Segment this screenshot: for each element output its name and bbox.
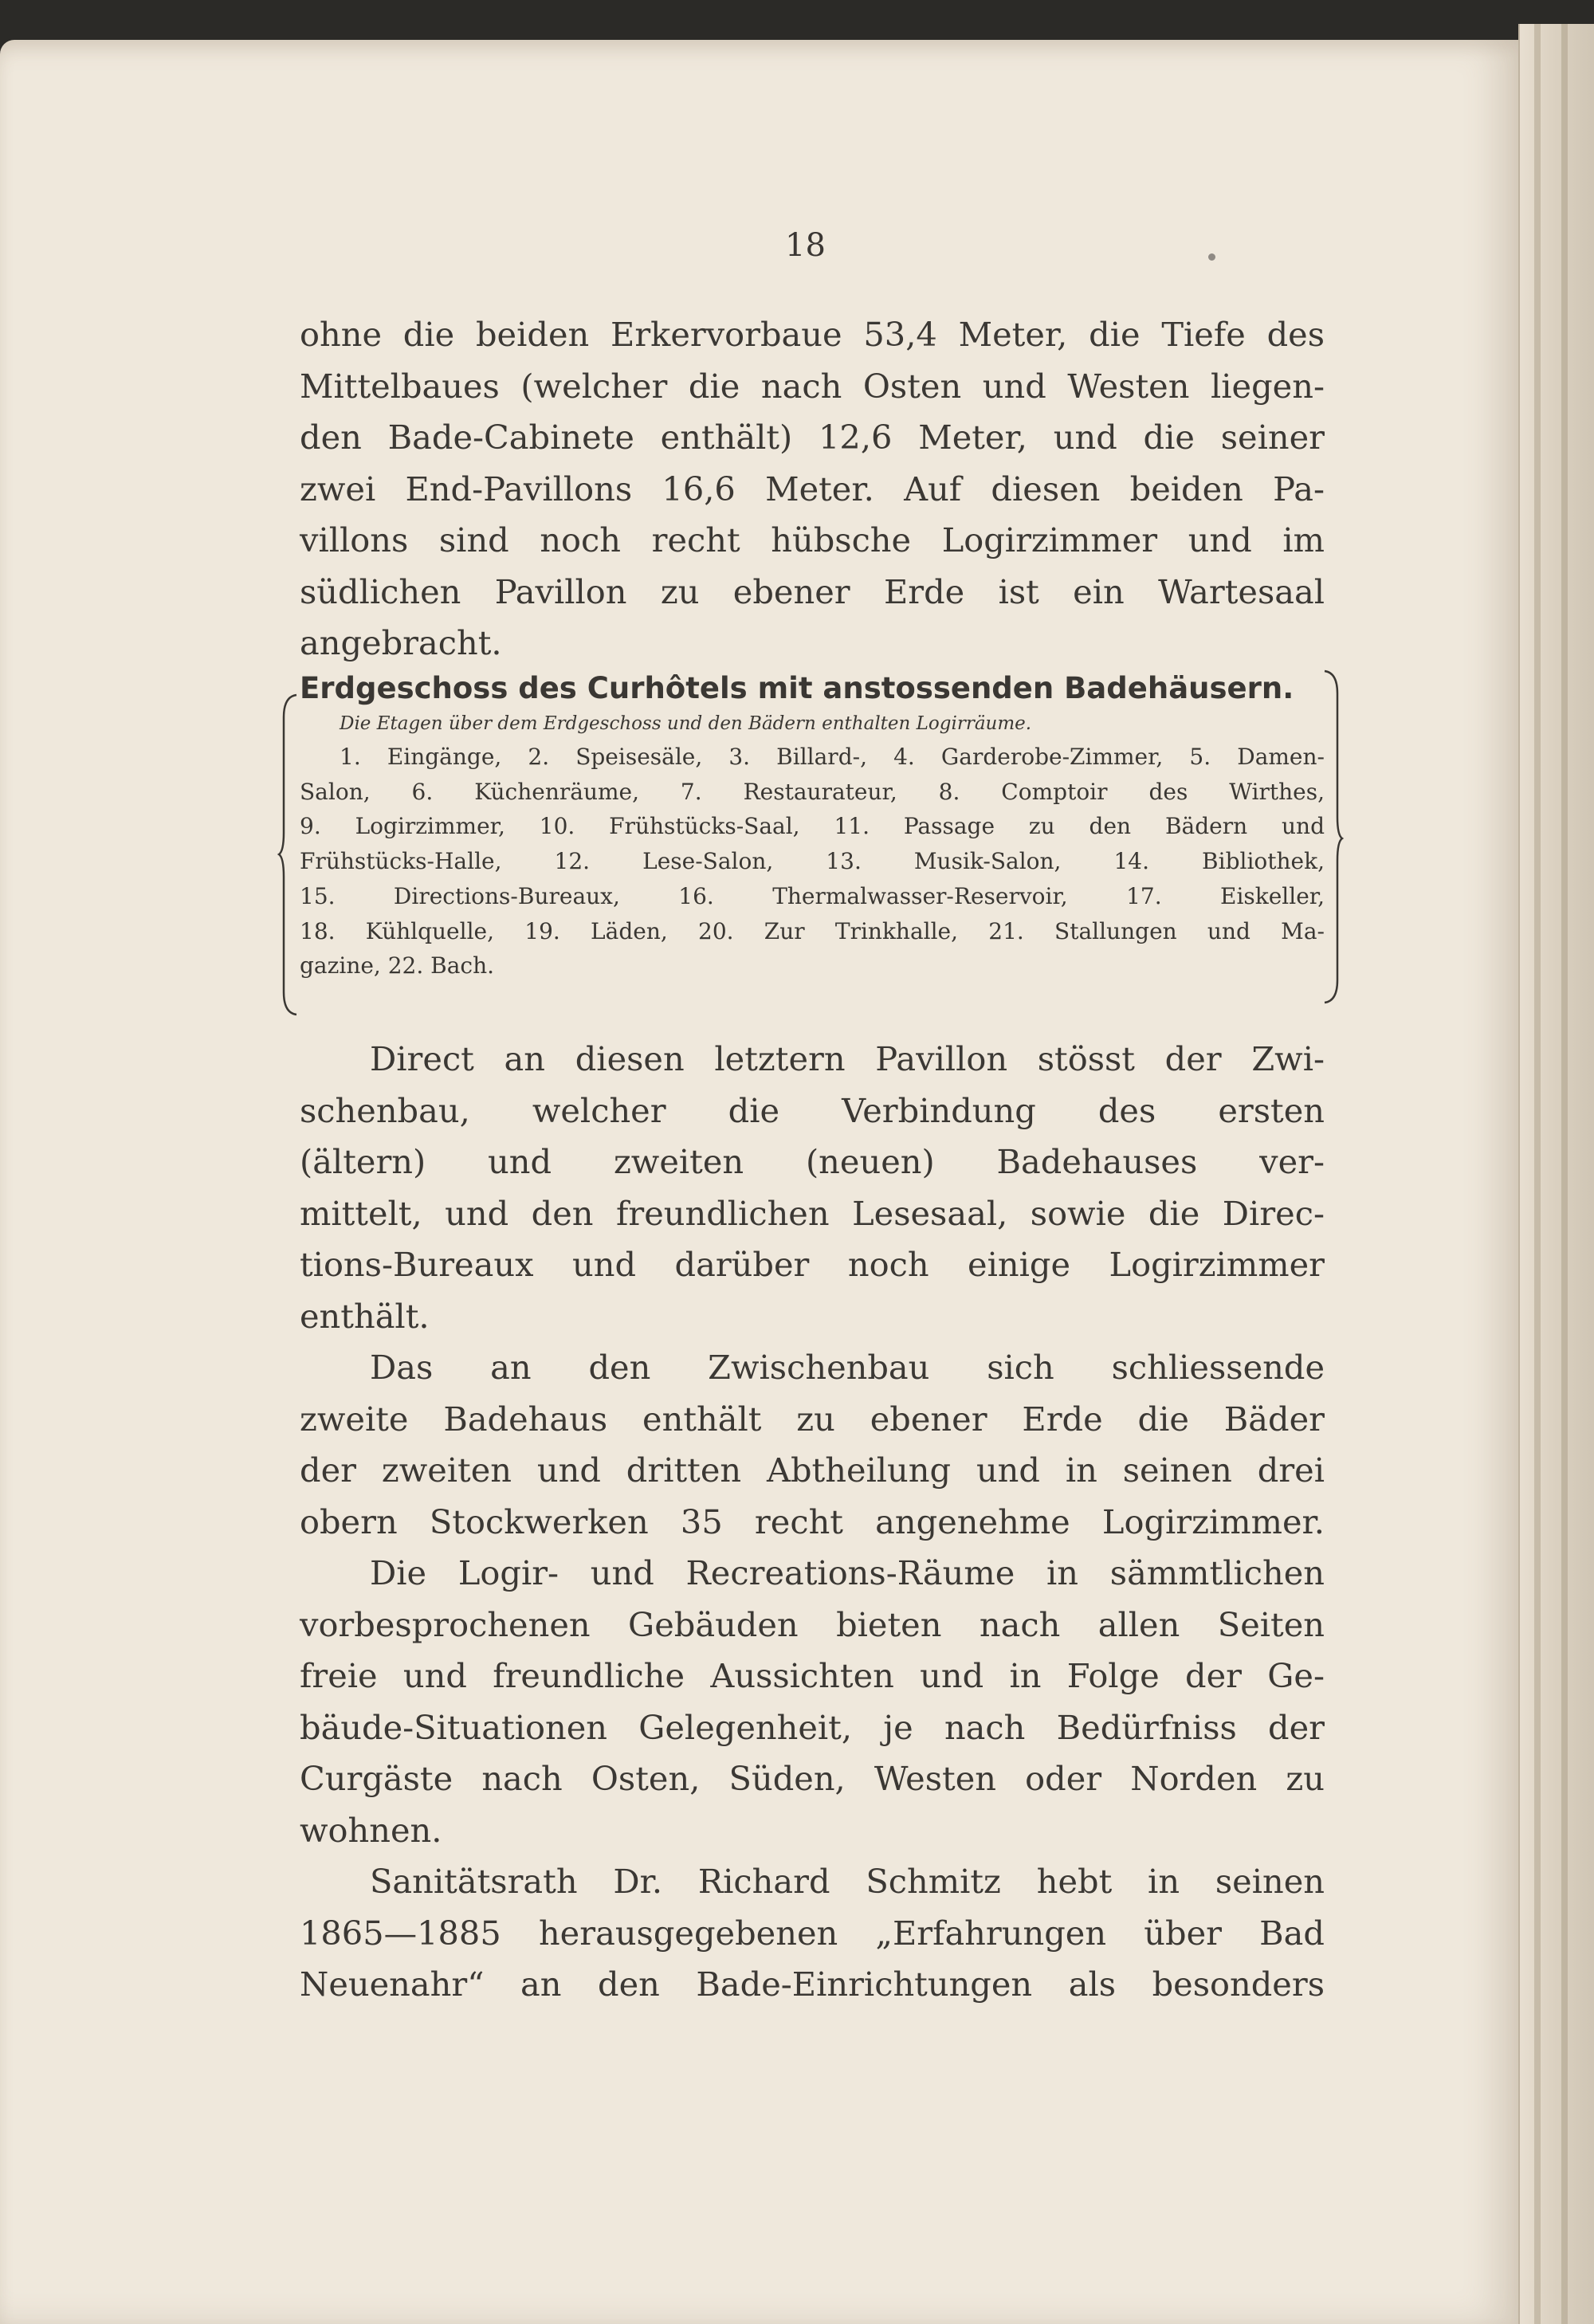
text-line: obern Stockwerken 35 recht angenehme Logirzimmer. <box>300 1502 1325 1541</box>
text-line: freie und freundliche Aussichten und in Folge der Ge- <box>300 1656 1325 1695</box>
page-leaf-line <box>1561 24 1568 2324</box>
text-line: den Bade-Cabinete enthält) 12,6 Meter, und die seiner <box>300 418 1325 457</box>
intro-paragraph <box>300 309 1325 669</box>
caption-subtitle: Die Etagen über dem Erdgeschoss und den Bädern enthalten Logirräume. <box>340 713 1032 734</box>
text-line: wohnen. <box>300 1810 442 1850</box>
legend-line: 18. Kühlquelle, 19. Läden, 20. Zur Trinkhalle, 21. Stallungen und Ma- <box>300 917 1325 944</box>
text-line: zwei End-Pavillons 16,6 Meter. Auf diesen beiden Pa- <box>300 469 1325 508</box>
text-line: Curgäste nach Osten, Süden, Westen oder Norden zu <box>300 1759 1325 1798</box>
text-line: der zweiten und dritten Abtheilung und in seinen drei <box>300 1451 1325 1490</box>
text-line: villons sind noch recht hübsche Logirzimmer und im <box>300 520 1325 559</box>
page-number: 18 <box>785 227 826 264</box>
left-brace <box>277 693 298 1016</box>
text-line: vorbesprochenen Gebäuden bieten nach allen Seiten <box>300 1604 1325 1644</box>
legend-line: 15. Directions-Bureaux, 16. Thermalwasser-Reservoir, 17. Eiskeller, <box>300 882 1325 909</box>
text-line: 1865—1885 herausgegebenen „Erfahrungen über Bad <box>300 1913 1325 1953</box>
legend-line: Frühstücks-Halle, 12. Lese-Salon, 13. Musik-Salon, 14. Bibliothek, <box>300 848 1325 875</box>
text-line: Neuenahr“ an den Bade-Einrichtungen als besonders <box>300 1965 1325 2004</box>
ink-speck <box>1208 253 1215 261</box>
text-line: Direct an diesen letztern Pavillon stösst der Zwi- <box>370 1039 1325 1078</box>
text-line: angebracht. <box>300 623 502 662</box>
text-line: Die Logir- und Recreations-Räume in sämmtlichen <box>370 1553 1325 1592</box>
caption-title: Erdgeschoss des Curhôtels mit anstossenden Badehäusern. <box>300 671 1294 705</box>
main-text <box>300 1034 1325 2011</box>
text-line: Mittelbaues (welcher die nach Osten und Westen liegen- <box>300 366 1325 406</box>
adjacent-page-edge <box>1518 24 1594 2324</box>
legend-line: Salon, 6. Küchenräume, 7. Restaurateur, 8. Comptoir des Wirthes, <box>300 778 1325 805</box>
text-line: (ältern) und zweiten (neuen) Badehauses ver- <box>300 1142 1325 1181</box>
text-line: Sanitätsrath Dr. Richard Schmitz hebt in seinen <box>370 1862 1325 1901</box>
text-line: Das an den Zwischenbau sich schliessende <box>370 1348 1325 1387</box>
text-line: südlichen Pavillon zu ebener Erde ist ein Wartesaal <box>300 571 1325 611</box>
page-leaf-line <box>1534 24 1541 2324</box>
figure-caption <box>300 669 1325 983</box>
text-line: schenbau, welcher die Verbindung des ersten <box>300 1090 1325 1130</box>
text-line: bäude-Situationen Gelegenheit, je nach Bedürfniss der <box>300 1707 1325 1747</box>
legend-line: 1. Eingänge, 2. Speisesäle, 3. Billard-, 4. Garderobe-Zimmer, 5. Damen- <box>340 744 1325 770</box>
text-line: ohne die beiden Erkervorbaue 53,4 Meter, die Tiefe des <box>300 315 1325 354</box>
right-brace <box>1323 669 1344 1004</box>
text-line: mittelt, und den freundlichen Lesesaal, sowie die Direc- <box>300 1193 1325 1233</box>
text-line: enthält. <box>300 1296 430 1336</box>
caption-legend <box>300 740 1325 983</box>
text-line: tions-Bureaux und darüber noch einige Logirzimmer <box>300 1245 1325 1284</box>
legend-line: 9. Logirzimmer, 10. Frühstücks-Saal, 11. Passage zu den Bädern und <box>300 813 1325 840</box>
text-line: zweite Badehaus enthält zu ebener Erde die Bäder <box>300 1399 1325 1439</box>
legend-line: gazine, 22. Bach. <box>300 952 495 979</box>
